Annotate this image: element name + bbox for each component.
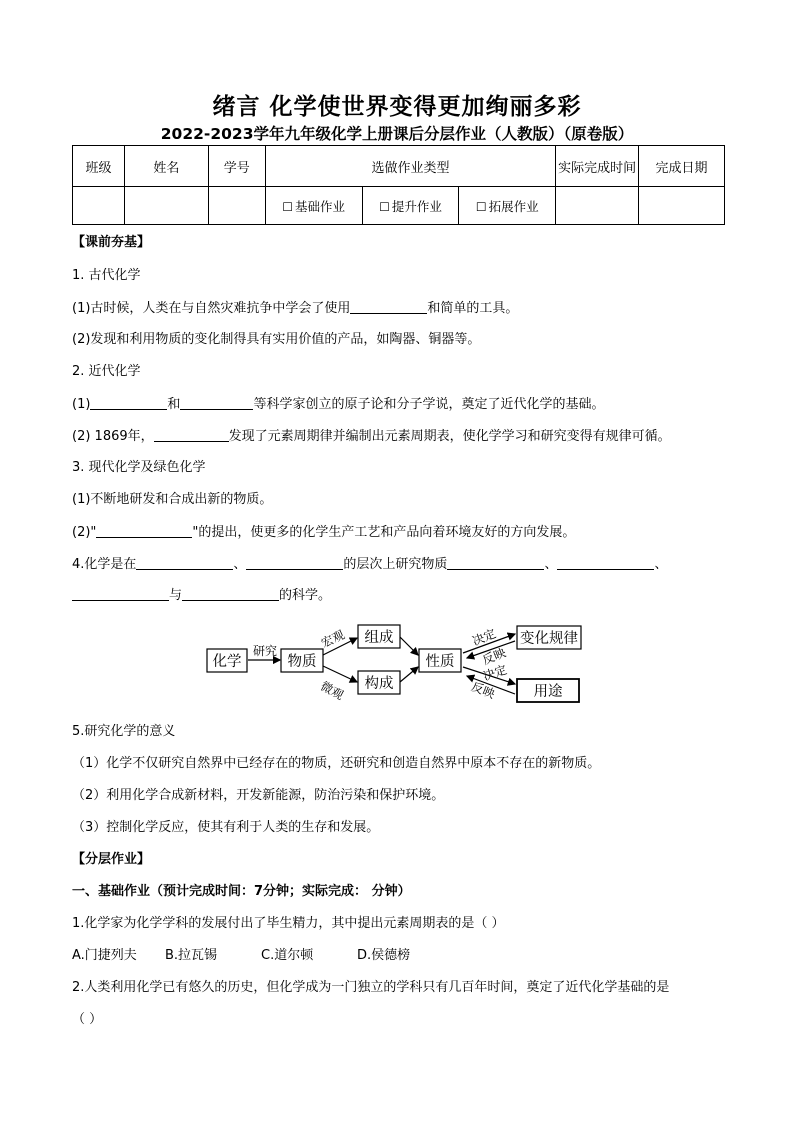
chemistry-concept-diagram <box>205 617 595 709</box>
header-actual-time: 实际完成时间 <box>556 146 639 187</box>
label-use: 用途 <box>533 684 563 700</box>
fill-blank[interactable] <box>350 300 427 314</box>
heading-ancient: 1. 古代化学 <box>72 268 141 283</box>
header-student-id: 学号 <box>208 146 265 187</box>
header-homework-type: 选做作业类型 <box>265 146 556 187</box>
label-reflect-1: 反映 <box>480 645 508 668</box>
line-significance-2: （2）利用化学合成新材料，开发新能源，防治污染和保护环境。 <box>72 788 445 803</box>
line-definition-2: 与 的科学。 <box>72 587 331 604</box>
question-1: 1.化学家为化学学科的发展付出了毕生精力，其中提出元素周期表的是（ ） <box>72 916 505 931</box>
label-macro: 宏观 <box>318 627 347 651</box>
option-basic[interactable]: ☐ 基础作业 <box>265 187 362 225</box>
section-layered: 【分层作业】 <box>72 852 151 867</box>
checkbox-icon[interactable]: ☐ <box>379 199 390 214</box>
checkbox-icon[interactable]: ☐ <box>475 199 487 214</box>
line-modern-1: (1) 和 等科学家创立的原子论和分子学说，奠定了近代化学的基础。 <box>72 397 605 412</box>
line-significance-1: （1）化学不仅研究自然界中已经存在的物质，还研究和创造自然界中原本不存在的新物质。 <box>72 756 601 771</box>
fill-blank[interactable] <box>182 587 279 601</box>
fill-blank[interactable] <box>72 587 169 601</box>
label-decide-1: 决定 <box>470 626 498 649</box>
line-contemporary-1: (1)不断地研发和合成出新的物质。 <box>72 492 273 507</box>
fill-blank[interactable] <box>447 556 544 570</box>
class-cell[interactable] <box>73 187 125 225</box>
heading-significance: 5.研究化学的意义 <box>72 724 176 739</box>
label-decide-2: 决定 <box>481 662 509 684</box>
fill-blank[interactable] <box>90 396 167 410</box>
option-a[interactable]: A.门捷列夫 <box>72 948 137 963</box>
option-advanced[interactable]: ☐ 提升作业 <box>362 187 459 225</box>
page-title: 绪言 化学使世界变得更加绚丽多彩 <box>212 94 582 120</box>
line-significance-3: （3）控制化学反应，使其有利于人类的生存和发展。 <box>72 820 380 835</box>
option-d[interactable]: D.侯德榜 <box>357 948 411 963</box>
basic-homework-header: 一、基础作业（预计完成时间：7分钟；实际完成： 分钟） <box>72 884 411 899</box>
header-name: 姓名 <box>124 146 208 187</box>
actual-time-cell[interactable] <box>556 187 639 225</box>
question-2-answer: （ ） <box>72 1012 103 1027</box>
finish-date-cell[interactable] <box>639 187 725 225</box>
label-structure: 构成 <box>364 676 394 692</box>
line-ancient-1: (1)古时候，人类在与自然灾难抗争中学会了使用 和简单的工具。 <box>72 301 519 316</box>
label-matter: 物质 <box>287 654 317 670</box>
label-change-law: 变化规律 <box>520 631 578 647</box>
section-pre-class: 【课前夯基】 <box>72 235 151 250</box>
header-finish-date: 完成日期 <box>639 146 725 187</box>
label-reflect-2: 反映 <box>469 679 497 702</box>
fill-blank[interactable] <box>246 556 343 570</box>
label-study: 研究 <box>253 644 278 658</box>
line-definition-1: 4.化学是在 、 的层次上研究物质 、 、 <box>72 557 668 572</box>
heading-contemporary: 3. 现代化学及绿色化学 <box>72 460 206 475</box>
label-micro: 微观 <box>318 678 346 703</box>
label-composition: 组成 <box>364 630 394 646</box>
label-property: 性质 <box>425 654 455 670</box>
page-subtitle: 2022-2023学年九年级化学上册课后分层作业（人教版）（原卷版） <box>160 125 634 143</box>
fill-blank[interactable] <box>557 556 654 570</box>
option-b[interactable]: B.拉瓦锡 <box>165 948 218 963</box>
question-1-options <box>72 948 410 964</box>
checkbox-icon[interactable]: ☐ <box>282 199 293 214</box>
line-ancient-2: (2)发现和利用物质的变化制得具有实用价值的产品，如陶器、铜器等。 <box>72 332 481 347</box>
fill-blank[interactable] <box>96 524 192 538</box>
question-2: 2.人类利用化学已有悠久的历史，但化学成为一门独立的学科只有几百年时间，奠定了近代化学基础的是 <box>72 980 670 995</box>
line-modern-2: (2) 1869年， 发现了元素周期律并编制出元素周期表，使化学学习和研究变得有规律可循。 <box>72 429 671 444</box>
option-extended[interactable]: ☐ 拓展作业 <box>459 187 556 225</box>
student-id-cell[interactable] <box>208 187 265 225</box>
label-chemistry: 化学 <box>212 654 242 670</box>
fill-blank[interactable] <box>180 396 253 410</box>
line-contemporary-2: (2)" "的提出，使更多的化学生产工艺和产品向着环境友好的方向发展。 <box>72 525 576 540</box>
heading-modern: 2. 近代化学 <box>72 364 141 379</box>
name-cell[interactable] <box>124 187 208 225</box>
header-class: 班级 <box>73 146 125 187</box>
student-info-table <box>72 145 725 225</box>
fill-blank[interactable] <box>136 556 233 570</box>
fill-blank[interactable] <box>154 428 229 442</box>
option-c[interactable]: C.道尔顿 <box>261 948 314 963</box>
